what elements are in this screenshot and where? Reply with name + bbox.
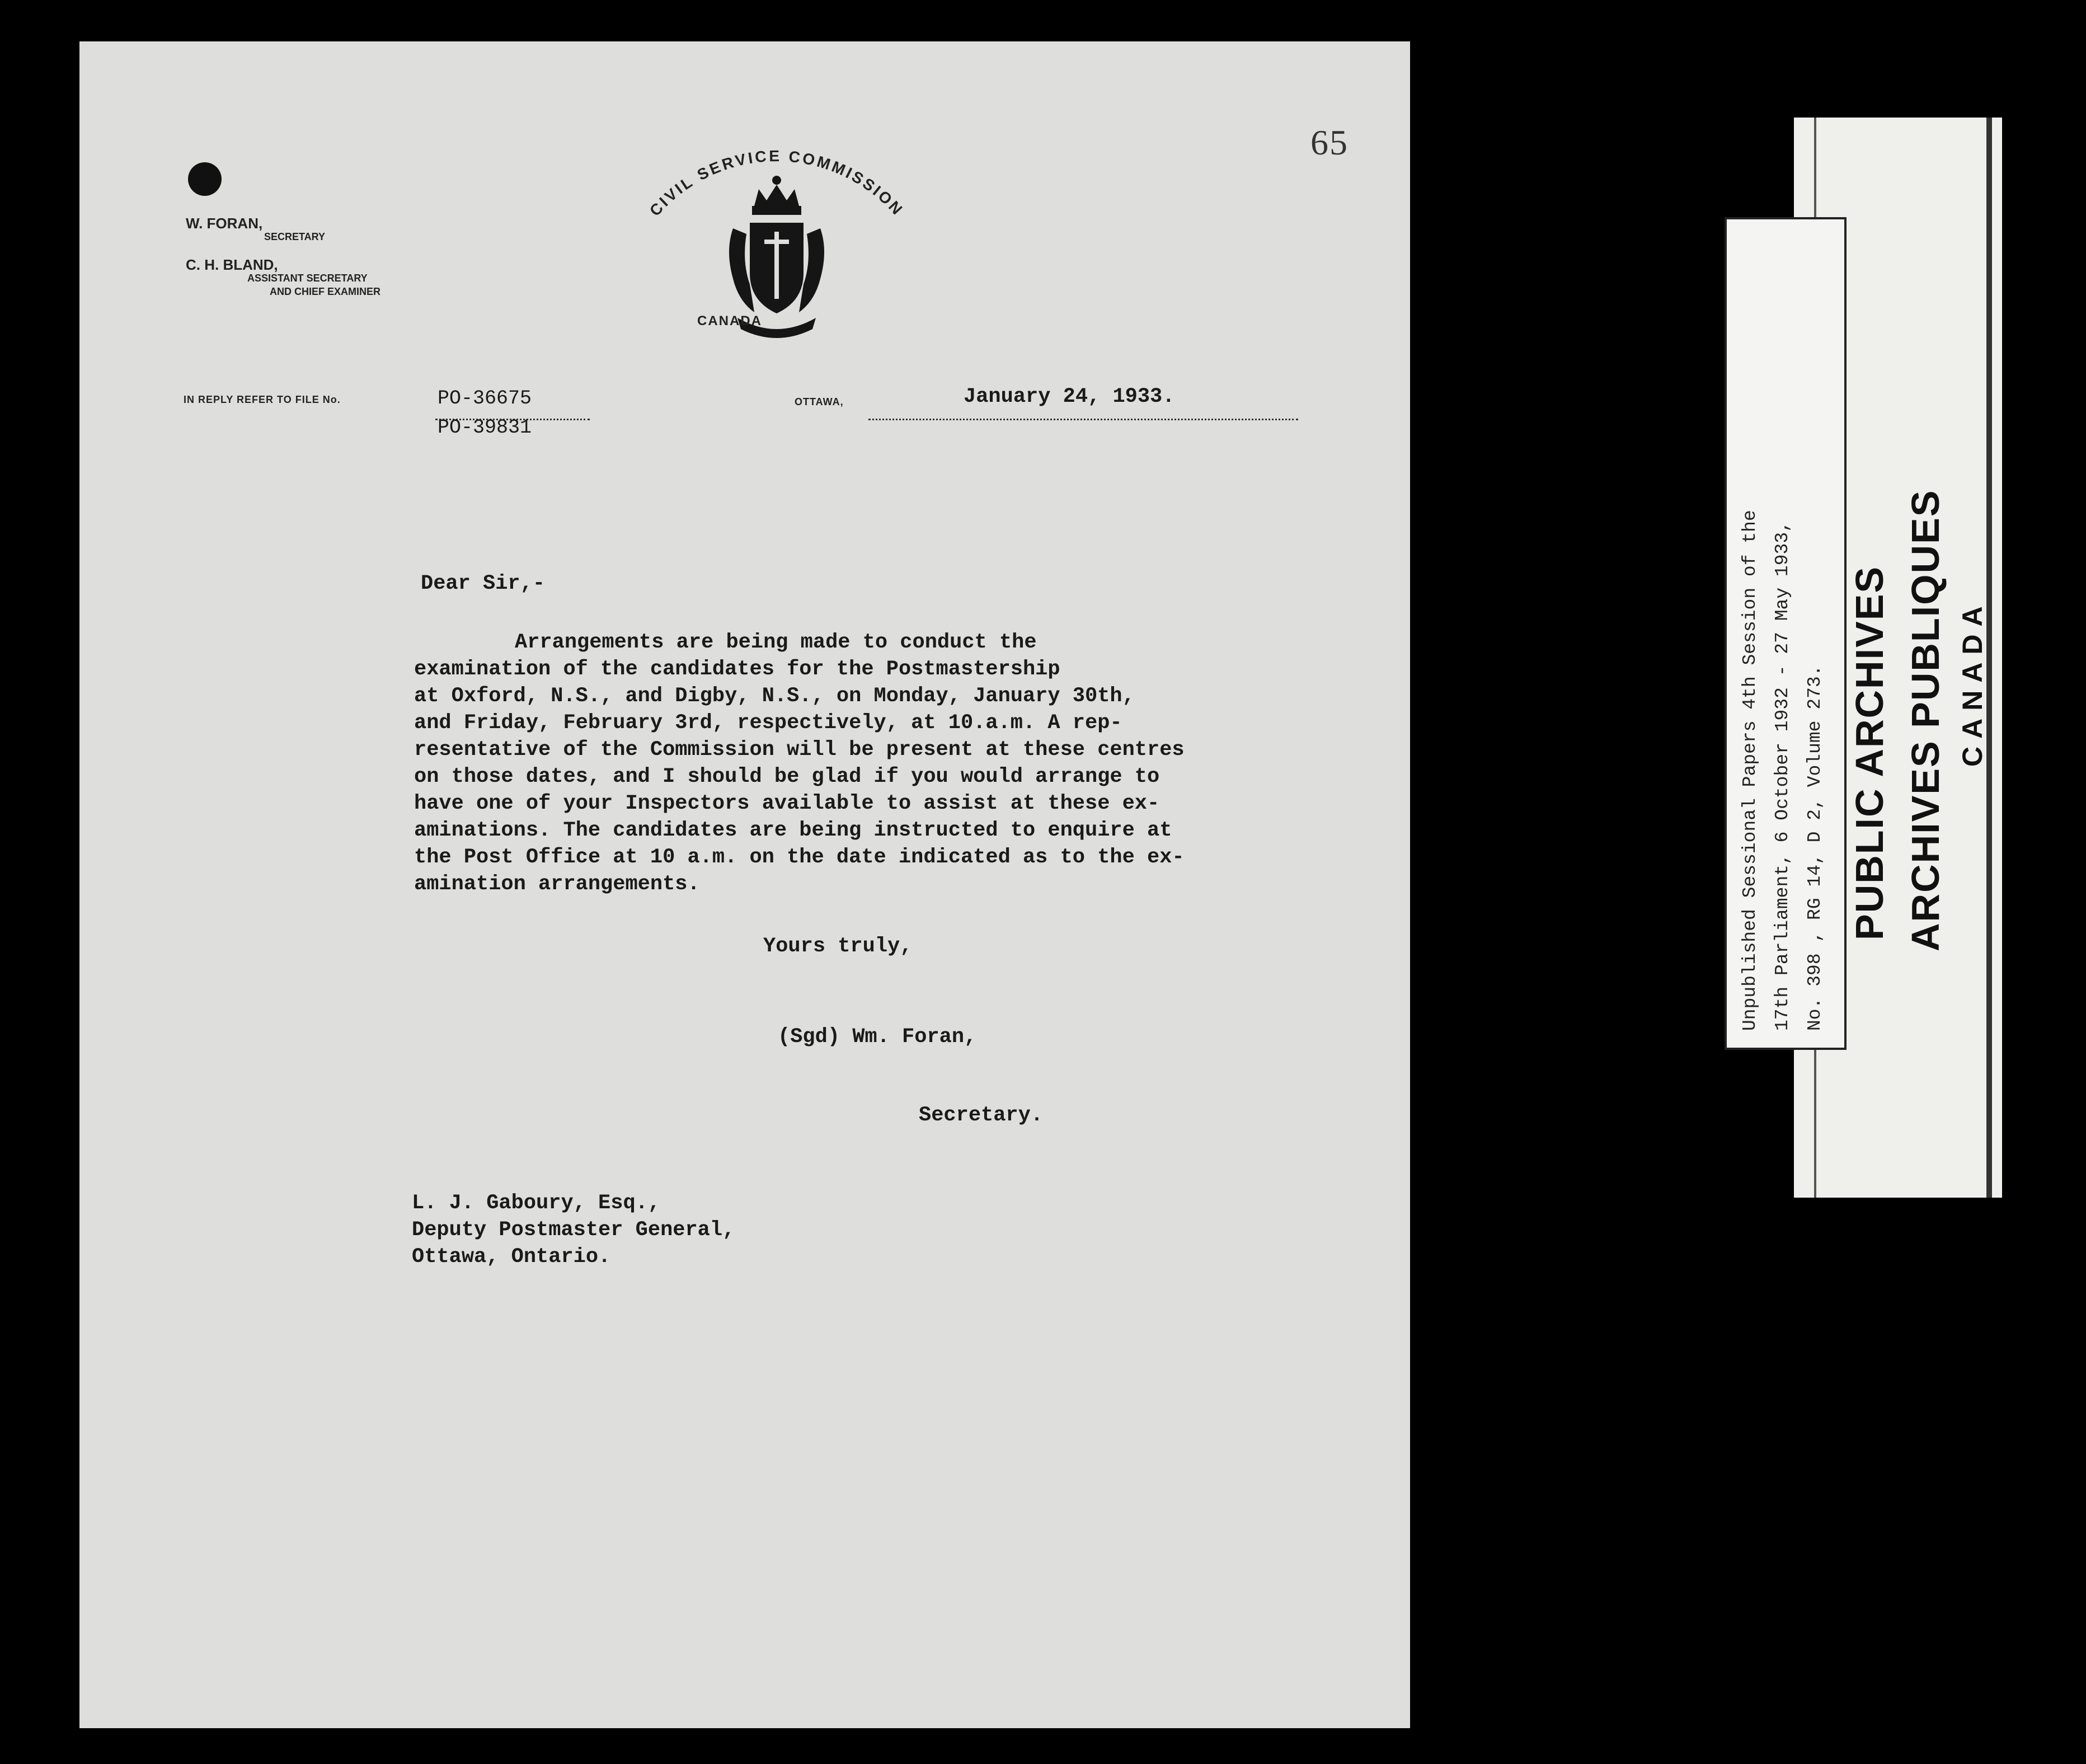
- archive-title-fr: ARCHIVES PUBLIQUES: [1904, 489, 1947, 951]
- assistant-title-1: ASSISTANT SECRETARY: [247, 273, 368, 284]
- signature-title: Secretary.: [919, 1104, 1044, 1127]
- archive-title-en: PUBLIC ARCHIVES: [1848, 565, 1891, 940]
- punch-hole: [188, 162, 222, 196]
- date-underline: [868, 419, 1298, 420]
- body-line: examination of the candidates for the Postmastership: [414, 658, 1060, 681]
- crest-country: CANADA: [697, 313, 762, 329]
- place-label: OTTAWA,: [795, 396, 844, 407]
- archive-label-line: 17th Parliament, 6 October 1932 - 27 May 1933,: [1772, 521, 1793, 1031]
- body-line: resentative of the Commission will be present at these centres: [414, 738, 1185, 762]
- archive-country: CANADA: [1957, 598, 1988, 767]
- body-line: Arrangements are being made to conduct the: [515, 631, 1037, 654]
- letter-body: [414, 629, 1185, 898]
- file-ref-label: IN REPLY REFER TO FILE No.: [184, 394, 341, 405]
- crest-arc-text: CIVIL SERVICE COMMISSION: [646, 147, 908, 220]
- salutation: Dear Sir,-: [421, 572, 546, 595]
- recipient-line: Ottawa, Ontario.: [412, 1245, 611, 1269]
- body-line: on those dates, and I should be glad if you would arrange to: [414, 765, 1160, 789]
- recipient-line: L. J. Gaboury, Esq.,: [412, 1191, 661, 1215]
- recipient-line: Deputy Postmaster General,: [412, 1218, 735, 1242]
- secretary-name: W. FORAN,: [186, 215, 263, 232]
- file-number-2: PO-39831: [438, 416, 532, 439]
- crown-icon: [752, 176, 801, 215]
- body-line: have one of your Inspectors available to assist at these ex-: [414, 792, 1160, 815]
- file-number-1: PO-36675: [438, 387, 532, 410]
- body-line: the Post Office at 10 a.m. on the date indicated as to the ex-: [414, 846, 1185, 869]
- closing: Yours truly,: [763, 935, 913, 958]
- signature: (Sgd) Wm. Foran,: [778, 1025, 977, 1049]
- archive-label: [1725, 217, 1847, 1050]
- body-line: aminations. The candidates are being instructed to enquire at: [414, 819, 1172, 842]
- letter-date: January 24, 1933.: [964, 385, 1175, 409]
- secretary-title: SECRETARY: [264, 231, 326, 242]
- body-line: amination arrangements.: [414, 872, 700, 896]
- assistant-name: C. H. BLAND,: [186, 256, 278, 273]
- letter-page: [79, 41, 1410, 1728]
- archive-label-line: Unpublished Sessional Papers 4th Session of the: [1740, 510, 1760, 1031]
- page-number: 65: [1310, 123, 1349, 162]
- archive-label-line: No. 398 , RG 14, D 2, Volume 273.: [1805, 665, 1825, 1031]
- body-line: at Oxford, N.S., and Digby, N.S., on Monday, January 30th,: [414, 684, 1135, 708]
- recipient-block: [412, 1190, 735, 1270]
- commission-crest: [586, 133, 967, 413]
- assistant-title-2: AND CHIEF EXAMINER: [270, 286, 381, 297]
- body-line: and Friday, February 3rd, respectively, at 10.a.m. A rep-: [414, 711, 1122, 735]
